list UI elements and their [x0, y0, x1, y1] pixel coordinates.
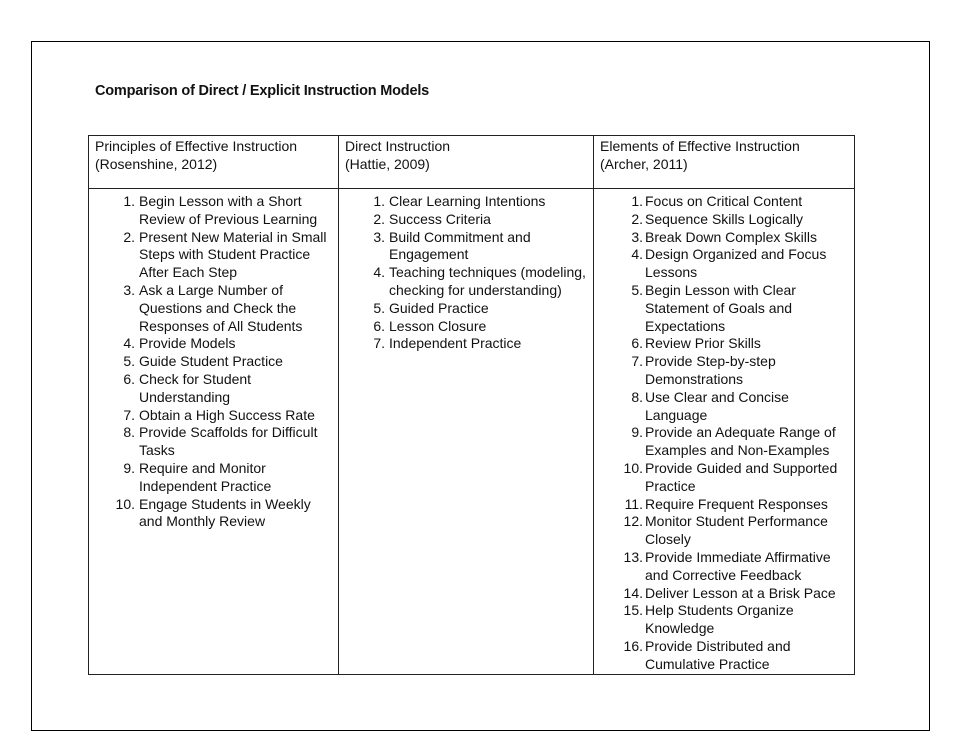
list-item-text: Deliver Lesson at a Brisk Pace [645, 584, 836, 601]
list-item-number: 1. [123, 193, 135, 209]
list-item [594, 549, 850, 585]
list-item [594, 229, 850, 247]
list-item-number: 9. [631, 424, 643, 441]
header-archer [594, 136, 855, 189]
list-item-text: Guide Student Practice [139, 353, 283, 370]
rosenshine-list-cell [89, 189, 339, 675]
list-item [594, 585, 850, 603]
list-item [339, 300, 589, 318]
list-item-text: Monitor Student Performance Closely [645, 513, 828, 548]
list-item [594, 335, 850, 353]
list-item-number: 2. [373, 210, 385, 227]
list-item-number: 1. [631, 193, 643, 209]
list-item-number: 5. [123, 353, 135, 370]
list-item-text: Focus on Critical Content [645, 193, 803, 209]
list-item [594, 638, 850, 674]
list-item-number: 8. [631, 388, 643, 405]
list-item [594, 460, 850, 496]
list-item-number: 7. [373, 335, 385, 352]
list-item-number: 6. [123, 370, 135, 387]
list-item [89, 229, 334, 282]
list-item-number: 12. [623, 513, 643, 530]
list-item-number: 14. [623, 584, 643, 601]
list-item-text: Success Criteria [389, 210, 491, 227]
list-item [594, 496, 850, 514]
list-item [89, 353, 334, 371]
list-item [339, 264, 589, 300]
list-item-text: Provide Models [139, 335, 236, 352]
document-title: Comparison of Direct / Explicit Instruction Models [95, 83, 430, 99]
list-item-number: 4. [123, 335, 135, 352]
list-item-text: Help Students Organize Knowledge [645, 602, 794, 637]
list-item [89, 371, 334, 407]
list-item [594, 389, 850, 425]
list-item-number: 5. [631, 281, 643, 298]
list-item-text: Check for Student Understanding [139, 370, 252, 405]
list-item-text: Lesson Closure [389, 317, 487, 334]
list-item-text: Require Frequent Responses [645, 495, 828, 512]
list-item-text: Obtain a High Success Rate [139, 406, 315, 423]
list-item-number: 13. [623, 548, 643, 565]
list-item [89, 193, 334, 229]
list-item-text: Require and Monitor Independent Practice [139, 459, 272, 494]
list-item-number: 7. [123, 406, 135, 423]
list-item-number: 8. [123, 424, 135, 441]
list-item-text: Review Prior Skills [645, 335, 761, 352]
list-item-number: 10. [623, 459, 643, 476]
list-item-number: 6. [631, 335, 643, 352]
list-item-text: Present New Material in Small Steps with Student Practice After Each Step [139, 228, 327, 281]
list-item-text: Provide Guided and Supported Practice [645, 459, 838, 494]
hattie-list-cell [339, 189, 594, 675]
list-item [89, 496, 334, 532]
list-item [89, 424, 334, 460]
list-item-number: 10. [115, 495, 135, 512]
list-item-number: 7. [631, 353, 643, 370]
list-item-number: 9. [123, 459, 135, 476]
list-item [594, 353, 850, 389]
list-item [594, 513, 850, 549]
list-item [594, 602, 850, 638]
list-item-number: 4. [373, 264, 385, 281]
list-item [89, 460, 334, 496]
archer-list-cell [594, 189, 855, 675]
column-heading: Direct Instruction [345, 138, 451, 154]
list-item-text: Ask a Large Number of Questions and Check the Responses of All Students [139, 281, 303, 334]
archer-list [594, 193, 850, 674]
list-item [89, 282, 334, 335]
list-item-number: 6. [373, 317, 385, 334]
list-item-text: Sequence Skills Logically [645, 210, 803, 227]
header-rosenshine [89, 136, 339, 189]
comparison-table [88, 135, 855, 675]
list-item-number: 3. [373, 228, 385, 245]
list-item-number: 2. [123, 228, 135, 245]
table-body-row [89, 189, 855, 675]
table-header-row [89, 136, 855, 189]
list-item-text: Guided Practice [389, 299, 489, 316]
column-citation: (Archer, 2011) [600, 155, 688, 172]
column-citation: (Hattie, 2009) [345, 155, 430, 172]
list-item-number: 11. [624, 495, 643, 512]
list-item-text: Begin Lesson with Clear Statement of Goals and Expectations [645, 281, 796, 334]
list-item [339, 211, 589, 229]
list-item [594, 282, 850, 335]
list-item-number: 16. [623, 637, 643, 654]
hattie-list [339, 193, 589, 353]
list-item [339, 335, 589, 353]
list-item-text: Provide Step-by-step Demonstrations [645, 353, 776, 387]
list-item-text: Independent Practice [389, 335, 522, 352]
list-item [89, 335, 334, 353]
list-item-text: Provide Immediate Affirmative and Corrective Feedback [645, 548, 831, 583]
list-item-text: Provide an Adequate Range of Examples and Non-Examples [645, 424, 836, 459]
list-item-text: Teaching techniques (modeling, checking for understanding) [389, 264, 586, 298]
list-item-number: 5. [373, 299, 385, 316]
list-item-number: 2. [631, 210, 643, 227]
column-heading: Principles of Effective Instruction [95, 138, 298, 154]
list-item [594, 424, 850, 460]
column-citation: (Rosenshine, 2012) [95, 155, 218, 172]
list-item-text: Build Commitment and Engagement [389, 228, 531, 263]
list-item-number: 3. [123, 281, 135, 298]
list-item-text: Engage Students in Weekly and Monthly Review [139, 495, 311, 530]
list-item [339, 318, 589, 336]
list-item-text: Provide Scaffolds for Difficult Tasks [139, 424, 318, 459]
list-item-text: Design Organized and Focus Lessons [645, 246, 827, 281]
list-item [339, 229, 589, 265]
rosenshine-list [89, 193, 334, 531]
list-item-number: 1. [373, 193, 385, 209]
list-item-number: 4. [631, 246, 643, 263]
list-item [594, 193, 850, 211]
list-item-text: Break Down Complex Skills [645, 228, 817, 245]
column-heading: Elements of Effective Instruction [600, 138, 800, 154]
document-page [31, 41, 930, 731]
list-item [89, 407, 334, 425]
header-hattie [339, 136, 594, 189]
list-item [594, 211, 850, 229]
list-item-text: Begin Lesson with a Short Review of Previous Learning [139, 193, 318, 227]
list-item [594, 246, 850, 282]
list-item-text: Clear Learning Intentions [389, 193, 546, 209]
list-item-text: Provide Distributed and Cumulative Practice [645, 637, 791, 672]
list-item-text: Use Clear and Concise Language [645, 388, 789, 423]
list-item-number: 3. [631, 228, 643, 245]
list-item-number: 15. [623, 602, 643, 619]
list-item [339, 193, 589, 211]
